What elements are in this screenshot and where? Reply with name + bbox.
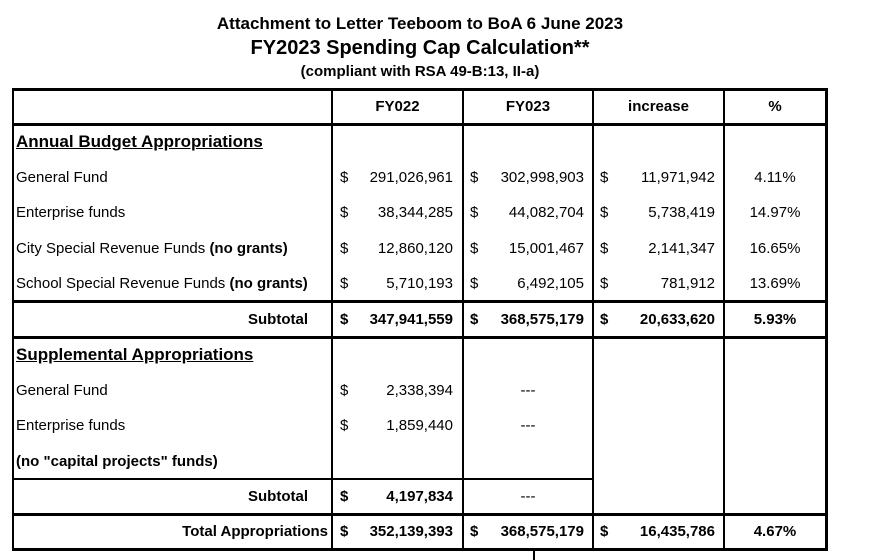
fy022-value: 347,941,559	[369, 311, 453, 328]
row-label: Enterprise funds	[16, 417, 126, 434]
currency-symbol: $	[600, 204, 609, 221]
increase-value: 11,971,942	[641, 169, 715, 186]
header-increase: increase	[628, 98, 689, 115]
row-label: General Fund	[16, 169, 108, 186]
percent-value: 4.67%	[753, 523, 797, 540]
header-fy023: FY023	[505, 98, 551, 115]
row-label: Enterprise funds	[16, 204, 126, 221]
fy023-value: 15,001,467	[508, 240, 584, 257]
fy022-value: 12,860,120	[377, 240, 453, 257]
currency-symbol: $	[600, 169, 609, 186]
total-label: Total Appropriations	[182, 523, 328, 540]
currency-symbol: $	[600, 311, 609, 328]
currency-symbol: $	[340, 417, 349, 434]
header-fy022: FY022	[375, 98, 420, 115]
fy022-value: 1,859,440	[386, 417, 453, 434]
compliance-subtitle: (compliant with RSA 49-B:13, II-a)	[300, 63, 540, 80]
increase-value: 2,141,347	[648, 240, 715, 257]
increase-value: 20,633,620	[639, 311, 715, 328]
calculation-title: FY2023 Spending Cap Calculation**	[250, 37, 590, 59]
currency-symbol: $	[340, 204, 349, 221]
percent-value: 5.93%	[753, 311, 797, 328]
fy022-value: 5,710,193	[386, 275, 453, 292]
increase-value: 16,435,786	[639, 523, 715, 540]
increase-value: 781,912	[660, 275, 715, 292]
row-label: City Special Revenue Funds (no grants)	[16, 240, 288, 257]
row-label: General Fund	[16, 382, 108, 399]
currency-symbol: $	[600, 523, 609, 540]
currency-symbol: $	[470, 240, 479, 257]
percent-value: 13.69%	[749, 275, 801, 292]
row-label: School Special Revenue Funds (no grants)	[16, 275, 308, 292]
subtotal-label: Subtotal	[248, 488, 308, 505]
subtotal-label: Subtotal	[248, 311, 308, 328]
fy023-value: ---	[520, 417, 536, 434]
currency-symbol: $	[470, 169, 479, 186]
increase-value: 5,738,419	[648, 204, 715, 221]
fy023-value: ---	[520, 488, 536, 505]
currency-symbol: $	[340, 523, 349, 540]
currency-symbol: $	[470, 204, 479, 221]
supplemental-heading: Supplemental Appropriations	[16, 345, 254, 364]
fy022-value: 352,139,393	[369, 523, 453, 540]
fy023-value: 368,575,179	[500, 311, 584, 328]
currency-symbol: $	[340, 311, 349, 328]
percent-value: 16.65%	[749, 240, 801, 257]
currency-symbol: $	[340, 382, 349, 399]
currency-symbol: $	[470, 275, 479, 292]
attachment-title: Attachment to Letter Teeboom to BoA 6 June 2023	[216, 14, 624, 33]
fy022-value: 38,344,285	[377, 204, 453, 221]
header-percent: %	[768, 98, 782, 115]
currency-symbol: $	[340, 488, 349, 505]
fy023-value: 6,492,105	[517, 275, 584, 292]
fy023-value: 368,575,179	[500, 523, 584, 540]
annual-budget-heading: Annual Budget Appropriations	[16, 132, 263, 151]
fy022-value: 4,197,834	[386, 488, 453, 505]
percent-value: 14.97%	[749, 204, 801, 221]
currency-symbol: $	[340, 275, 349, 292]
currency-symbol: $	[340, 240, 349, 257]
fy023-value: 302,998,903	[500, 169, 584, 186]
fy023-value: ---	[520, 382, 536, 399]
currency-symbol: $	[600, 240, 609, 257]
currency-symbol: $	[470, 311, 479, 328]
fy022-value: 2,338,394	[386, 382, 453, 399]
currency-symbol: $	[340, 169, 349, 186]
capital-projects-note: (no "capital projects" funds)	[16, 453, 218, 470]
fy023-value: 44,082,704	[508, 204, 584, 221]
percent-value: 4.11%	[754, 169, 796, 186]
currency-symbol: $	[470, 523, 479, 540]
fy022-value: 291,026,961	[369, 169, 453, 186]
currency-symbol: $	[600, 275, 609, 292]
